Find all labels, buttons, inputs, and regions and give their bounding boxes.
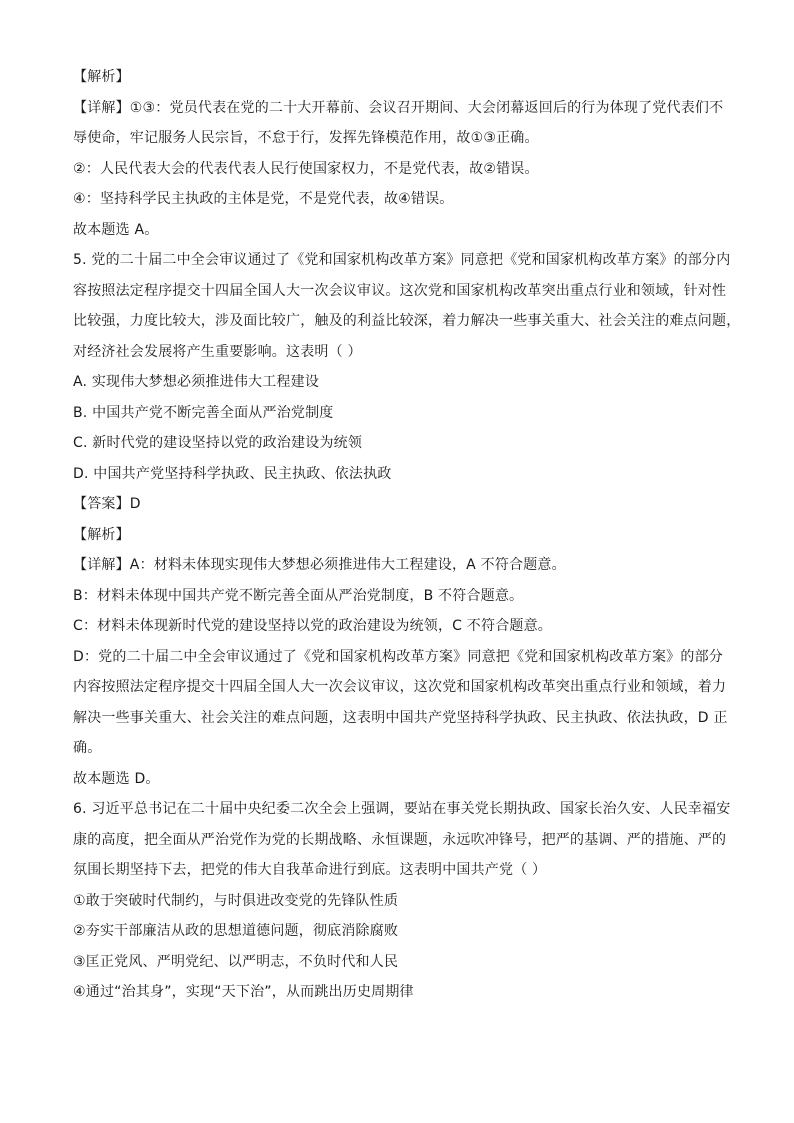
analysis-line: 解决一些事关重大、社会关注的难点问题，这表明中国共产党坚持科学执政、民主执政、依法执政，D 正 — [73, 709, 728, 726]
analysis-line: C：材料未体现新时代党的建设坚持以党的政治建设为统领，C 不符合题意。 — [73, 618, 552, 634]
document-page — [73, 62, 741, 1008]
analysis-line: 确。 — [73, 740, 102, 756]
question-5-stem-line: 5. 党的二十届二中全会审议通过了《党和国家机构改革方案》同意把《党和国家机构改革方案》的部分内 — [73, 252, 731, 268]
conclusion-line: 故本题选 D。 — [73, 770, 160, 787]
question-5-option-b: B. 中国共产党不断完善全面从严治党制度 — [73, 404, 334, 421]
detail-line: 辱使命，牢记服务人民宗旨，不怠于行，发挥先锋模范作用，故①③正确。 — [73, 130, 539, 146]
analysis-heading: 【解析】 — [73, 526, 130, 543]
conclusion-line: 故本题选 A。 — [73, 221, 159, 238]
question-5-stem-line: 容按照法定程序提交十四届全国人大一次会议审议。这次党和国家机构改革突出重点行业和领域，针对性 — [73, 282, 727, 299]
analysis-line: 内容按照法定程序提交十四届全国人大一次会议审议，这次党和国家机构改革突出重点行业和领域，着力 — [73, 679, 727, 695]
question-6-option-3: ③匡正党风、严明党纪、以严明志，不负时代和人民 — [73, 953, 399, 970]
question-6-stem-line: 氛围长期坚持下去，把党的伟大自我革命进行到底。这表明中国共产党（ ） — [73, 862, 547, 878]
detail-line: 【详解】①③：党员代表在党的二十大开幕前、会议召开期间、大会闭幕返回后的行为体现了党代表们不 — [73, 99, 724, 116]
analysis-line: D：党的二十届二中全会审议通过了《党和国家机构改革方案》同意把《党和国家机构改革方案》的部分 — [73, 648, 723, 665]
detail-line: ②：人民代表大会的代表代表人民行使国家权力，不是党代表，故②错误。 — [73, 160, 539, 177]
answer-line: 【答案】D — [73, 496, 141, 512]
question-6-option-1: ①敢于突破时代制约，与时俱进改变党的先锋队性质 — [73, 892, 399, 909]
question-5-option-a: A. 实现伟大梦想必须推进伟大工程建设 — [73, 374, 320, 390]
question-5-stem-line: 比较强，力度比较大，涉及面比较广，触及的利益比较深，着力解决一些事关重大、社会关注的难点问题， — [73, 313, 741, 329]
question-6-stem-line: 康的高度，把全面从严治党作为党的长期战略、永恒课题，永远吹冲锋号，把严的基调、严的措施、严的 — [73, 831, 727, 848]
analysis-line: 【详解】A：材料未体现实现伟大梦想必须推进伟大工程建设，A 不符合题意。 — [73, 557, 566, 573]
question-6-stem-line: 6. 习近平总书记在二十届中央纪委二次全会上强调，要站在事关党长期执政、国家长治久安、人民幸福安 — [73, 801, 731, 817]
question-5-option-d: D. 中国共产党坚持科学执政、民主执政、依法执政 — [73, 465, 392, 482]
question-5-stem-line: 对经济社会发展将产生重要影响。这表明（ ） — [73, 343, 362, 360]
analysis-line: B：材料未体现中国共产党不断完善全面从严治党制度，B 不符合题意。 — [73, 587, 524, 604]
question-6-option-4: ④通过“治其身”，实现“天下治”，从而跳出历史周期律 — [73, 984, 414, 1000]
detail-line: ④：坚持科学民主执政的主体是党，不是党代表，故④错误。 — [73, 191, 454, 207]
analysis-heading: 【解析】 — [73, 69, 130, 85]
question-5-option-c: C. 新时代党的建设坚持以党的政治建设为统领 — [73, 435, 363, 451]
question-6-option-2: ②夯实干部廉洁从政的思想道德问题，彻底消除腐败 — [73, 923, 399, 939]
